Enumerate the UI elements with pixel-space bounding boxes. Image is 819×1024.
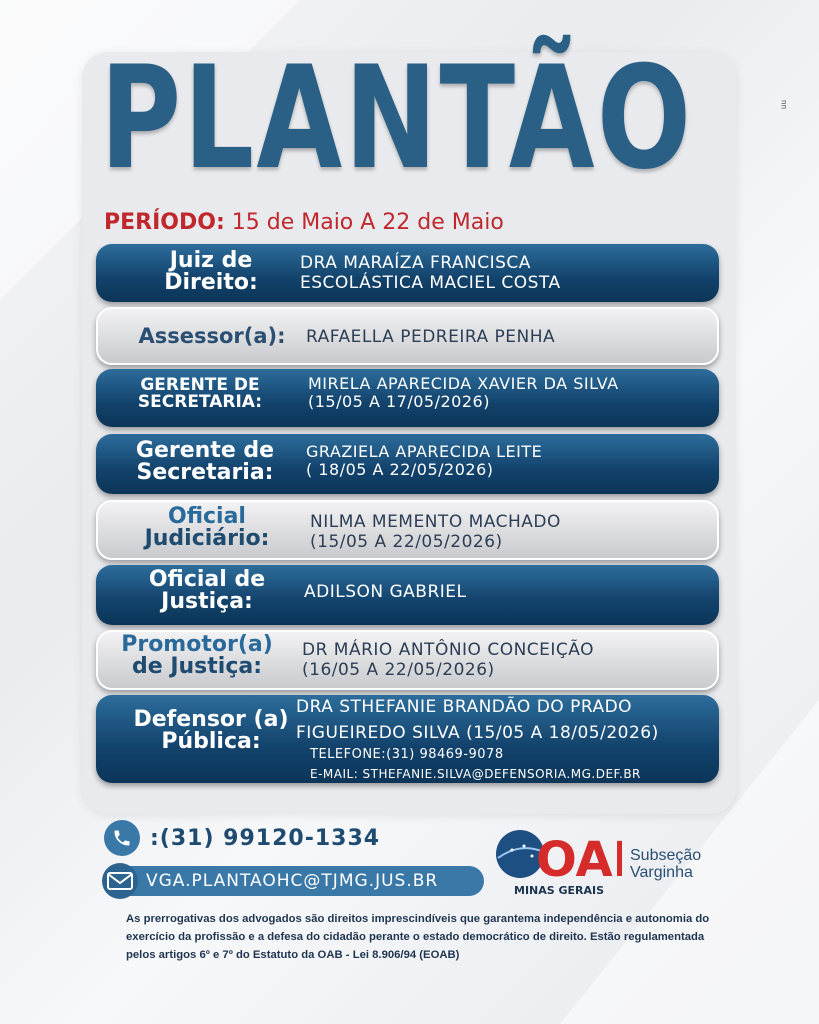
row-value: GRAZIELA APARECIDA LEITE ( 18/05 A 22/05/2026) [306,442,543,480]
role-label: Promotor(a) de Justiça: [121,632,273,679]
role-label: Oficial de Justiça: [148,567,266,614]
mail-icon [102,863,138,899]
oab-logo-sub: MINAS GERAIS [514,884,605,897]
row-value: RAFAELLA PEDREIRA PENHA [306,327,556,347]
role-label: Defensor (a) Pública: [133,707,289,754]
phone-icon [104,820,140,856]
row-promotor [96,630,719,690]
subsection-name: Subseção Varginha [630,847,702,881]
role-label: Assessor(a): [138,324,286,348]
oab-logo [492,822,622,902]
role-label: GERENTE DE SECRETARIA: [137,375,263,412]
row-defensor [96,695,719,783]
role-label: Juiz de Direito: [164,248,258,295]
row-value: DRA STHEFANIE BRANDÃO DO PRADO FIGUEIREDO SILVA (15/05 A 18/05/2026) [296,697,659,743]
row-value: MIRELA APARECIDA XAVIER DA SILVA (15/05 A 17/05/2026) [308,374,619,412]
row-value: ADILSON GABRIEL [304,582,467,602]
phone-number: :(31) 99120-1334 [150,825,381,851]
row-value: NILMA MEMENTO MACHADO (15/05 A 22/05/2026) [310,512,561,552]
row-gerente-1 [96,369,719,427]
role-label: Gerente de Secretaria: [135,438,275,485]
period [104,210,504,235]
email-contact[interactable] [104,866,484,896]
row-oficial-judiciario [96,500,719,560]
footer-text: As prerrogativas dos advogados são direitos imprescindíveis que garantema independência e autonomia do exercício da profissão e a defesa do cidadão perante o estado democrático de direito. Estão regulamentada pelos artigos 6º e 7º do Estatuto da OAB - Lei 8.906/94 (EOAB) [126,913,710,962]
row-value-contact: TELEFONE:(31) 98469-9078 E-MAIL: STHEFANIE.SILVA@DEFENSORIA.MG.DEF.BR [310,747,641,781]
row-assessor [96,307,719,365]
row-value: DRA MARAÍZA FRANCISCA ESCOLÁSTICA MACIEL COSTA [300,253,561,293]
phone-contact[interactable] [104,820,380,856]
role-label: Oficial Judiciário: [144,504,270,551]
page-title: PLANTÃO [100,36,694,201]
row-oficial-justica [96,565,719,625]
period-label: PERÍODO: [104,210,225,235]
oab-logo-text: OA [536,832,613,888]
row-gerente-2 [96,434,719,494]
row-juiz [96,244,719,302]
period-value: 15 de Maio A 22 de Maio [231,210,504,235]
credit-mark: uu [778,100,788,109]
row-value: DR MÁRIO ANTÔNIO CONCEIÇÃO (16/05 A 22/05/2026) [302,640,595,680]
email-address: VGA.PLANTAOHC@TJMG.JUS.BR [146,871,439,891]
